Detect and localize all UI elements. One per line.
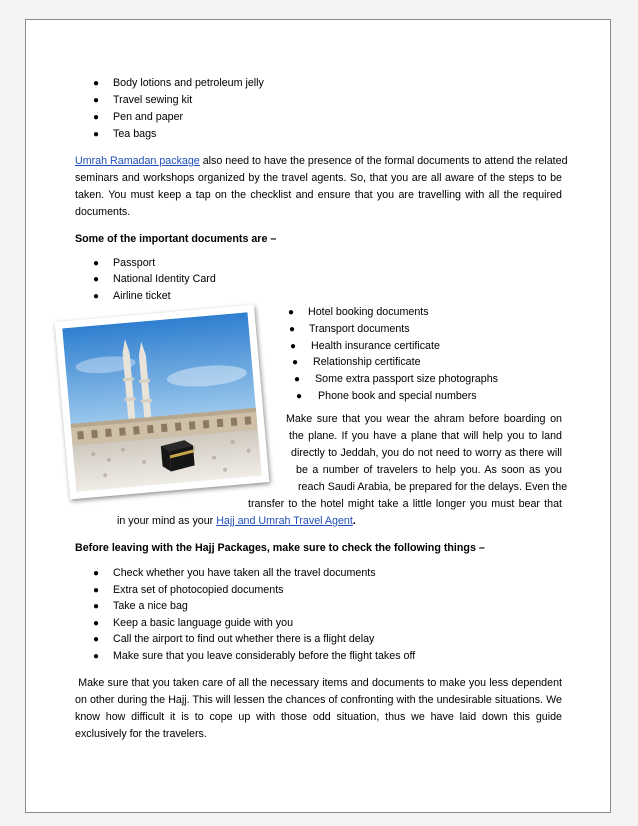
para3-line: know how difficult it is to cope up with those odd situation, thus we have laid down this guide: [75, 711, 562, 723]
bullet-icon: ●: [290, 341, 297, 352]
bullet-icon: ●: [292, 357, 299, 368]
bullet-icon: ●: [294, 374, 301, 385]
list-item: Extra set of photocopied documents: [113, 584, 284, 596]
para2-line: be a number of travelers to help you. As soon as you: [296, 464, 562, 476]
bullet-icon: ●: [288, 307, 295, 318]
para2-line: the plane. If you have a plane that will help you to land: [289, 430, 562, 442]
para3-line: exclusively for the travelers.: [75, 728, 207, 740]
hajj-umrah-travel-agent-link[interactable]: Hajj and Umrah Travel Agent: [216, 515, 353, 527]
bullet-icon: ●: [93, 568, 100, 579]
bullet-icon: ●: [93, 95, 100, 106]
list-item: Health insurance certificate: [311, 340, 440, 352]
bullet-icon: ●: [93, 129, 100, 140]
list-item: Make sure that you leave considerably before the flight takes off: [113, 650, 416, 662]
list-item: Call the airport to find out whether there is a flight delay: [113, 633, 375, 645]
bullet-icon: ●: [93, 78, 100, 89]
list-item: Pen and paper: [113, 111, 184, 123]
para2-line: reach Saudi Arabia, be prepared for the delays. Even the: [298, 481, 568, 493]
mecca-scene-image: [62, 312, 262, 492]
bullet-icon: ●: [93, 291, 100, 302]
list-item: Body lotions and petroleum jelly: [113, 77, 264, 89]
list-item: Take a nice bag: [113, 600, 188, 612]
bullet-icon: ●: [93, 258, 100, 269]
para2-line: transfer to the hotel might take a little longer you must bear that: [248, 498, 562, 510]
list-item: Some extra passport size photographs: [315, 373, 498, 385]
list-item: Passport: [113, 257, 156, 269]
list-item: Check whether you have taken all the travel documents: [113, 567, 376, 579]
bullet-icon: ●: [296, 391, 303, 402]
para3-line: Make sure that you taken care of all the necessary items and documents to make you less dependent: [75, 677, 562, 689]
documents-heading: Some of the important documents are –: [75, 233, 277, 245]
bullet-icon: ●: [93, 601, 100, 612]
list-item: Airline ticket: [113, 290, 171, 302]
list-item: Relationship certificate: [313, 356, 421, 368]
para2-line: directly to Jeddah, you do not need to worry as there will: [291, 447, 562, 459]
list-item: Keep a basic language guide with you: [113, 617, 294, 629]
bullet-icon: ●: [93, 618, 100, 629]
para3-line: on other during the Hajj. This will lessen the chances of confronting with the undesirable situations. We: [75, 694, 562, 706]
list-item: Hotel booking documents: [308, 306, 429, 318]
list-item: National Identity Card: [113, 273, 216, 285]
kaaba-photo: [55, 305, 270, 500]
para1-line: documents.: [75, 206, 131, 218]
list-item: Travel sewing kit: [113, 94, 193, 106]
bullet-icon: ●: [93, 274, 100, 285]
bullet-icon: ●: [93, 651, 100, 662]
list-item: Tea bags: [113, 128, 157, 140]
para1-line: Umrah Ramadan package also need to have the presence of the formal documents to attend the related: [75, 155, 568, 167]
bullet-icon: ●: [93, 634, 100, 645]
list-item: Transport documents: [309, 323, 410, 335]
para1-line: seminars and workshops organized by the travel agents. So, that you are all aware of the steps to be: [75, 172, 562, 184]
para2-line: in your mind as your Hajj and Umrah Travel Agent.: [117, 515, 356, 527]
bullet-icon: ●: [289, 324, 296, 335]
bullet-icon: ●: [93, 585, 100, 596]
para1-line: taken. You must keep a tap on the checklist and ensure that you are travelling with all the required: [75, 189, 562, 201]
checklist-heading: Before leaving with the Hajj Packages, make sure to check the following things –: [75, 542, 485, 554]
bullet-icon: ●: [93, 112, 100, 123]
umrah-ramadan-package-link[interactable]: Umrah Ramadan package: [75, 155, 200, 167]
list-item: Phone book and special numbers: [318, 390, 477, 402]
para2-line: Make sure that you wear the ahram before boarding on: [286, 413, 562, 425]
